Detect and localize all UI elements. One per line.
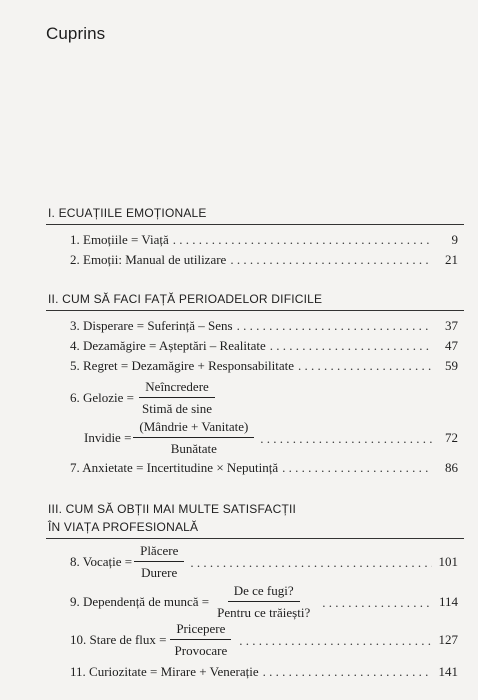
entry-page: 37 — [445, 318, 458, 333]
fraction-numerator: (Mândrie + Vanitate) — [133, 418, 254, 438]
toc-entry-6-invidie[interactable] — [84, 418, 458, 457]
fraction-denominator: Stimă de sine — [142, 401, 213, 416]
section-divider — [46, 538, 464, 539]
entry-label: 4. Dezamăgire = Așteptări – Realitate — [70, 338, 266, 353]
dot-leader — [260, 429, 432, 447]
section-heading-1: I. ECUAȚIILE EMOȚIONALE — [48, 206, 207, 220]
entry-label: 7. Anxietate = Incertitudine × Neputință — [70, 460, 279, 475]
toc-entry-6-gelozie[interactable] — [70, 378, 458, 417]
dot-leader — [263, 664, 432, 680]
section-divider — [46, 224, 464, 225]
dot-leader — [230, 252, 432, 268]
dot-leader — [282, 460, 432, 476]
entry-page: 21 — [445, 252, 458, 267]
dot-leader — [298, 358, 432, 374]
entry-label: 8. Vocație = — [70, 553, 133, 569]
toc-entry-11[interactable] — [70, 664, 458, 680]
toc-entry-10[interactable] — [70, 620, 458, 659]
fraction-denominator: Durere — [141, 565, 178, 580]
fraction-denominator: Bunătate — [170, 441, 217, 456]
fraction-numerator: Pricepere — [170, 620, 231, 640]
dot-leader — [190, 553, 432, 571]
fraction — [133, 418, 254, 457]
entry-page: 47 — [445, 338, 458, 353]
fraction — [169, 620, 234, 659]
toc-entry-1[interactable] — [70, 232, 458, 248]
entry-page: 59 — [445, 358, 458, 373]
entry-label: 11. Curiozitate = Mirare + Venerație — [70, 664, 259, 679]
fraction-numerator: Neîncredere — [139, 378, 215, 398]
section-heading-3-line1: III. CUM SĂ OBȚII MAI MULTE SATISFACȚII — [48, 502, 297, 516]
fraction-numerator: Plăcere — [134, 542, 184, 562]
section-heading-3-line2: ÎN VIAȚA PROFESIONALĂ — [48, 520, 199, 534]
toc-entry-9[interactable] — [70, 582, 458, 621]
entry-label: 2. Emoții: Manual de utilizare — [70, 252, 227, 267]
entry-page: 114 — [438, 593, 458, 609]
dot-leader — [270, 338, 432, 354]
entry-label: 5. Regret = Dezamăgire + Responsabilitate — [70, 358, 295, 373]
toc-entry-3[interactable] — [70, 318, 458, 334]
fraction — [136, 378, 218, 417]
fraction-denominator: Provocare — [174, 643, 228, 658]
fraction — [211, 582, 316, 621]
toc-entry-8[interactable] — [70, 542, 458, 581]
entry-label: 6. Gelozie = — [70, 389, 135, 405]
fraction — [134, 542, 184, 581]
entry-page: 127 — [438, 631, 458, 647]
entry-page: 86 — [445, 460, 458, 475]
page-title: Cuprins — [46, 24, 106, 43]
fraction-denominator: Pentru ce trăiești? — [217, 605, 311, 620]
entry-label: 3. Disperare = Suferință – Sens — [70, 318, 233, 333]
entry-label: 10. Stare de flux = — [70, 631, 167, 647]
entry-page: 9 — [451, 232, 458, 247]
toc-entry-7[interactable] — [70, 460, 458, 476]
section-heading-2: II. CUM SĂ FACI FAȚĂ PERIOADELOR DIFICILE — [48, 292, 323, 306]
entry-label: 1. Emoțiile = Viață — [70, 232, 169, 247]
entry-label: 9. Dependență de muncă = — [70, 593, 210, 609]
toc-entry-2[interactable] — [70, 252, 458, 268]
section-divider — [46, 310, 464, 311]
dot-leader — [239, 631, 432, 649]
toc-entry-5[interactable] — [70, 358, 458, 374]
dot-leader — [237, 318, 432, 334]
entry-page: 141 — [438, 664, 458, 679]
entry-label: Invidie = — [84, 429, 132, 445]
entry-page: 101 — [438, 553, 458, 569]
dot-leader — [173, 232, 432, 248]
fraction-numerator: De ce fugi? — [228, 582, 300, 602]
toc-entry-4[interactable] — [70, 338, 458, 354]
dot-leader — [322, 593, 432, 611]
entry-page: 72 — [445, 429, 458, 445]
